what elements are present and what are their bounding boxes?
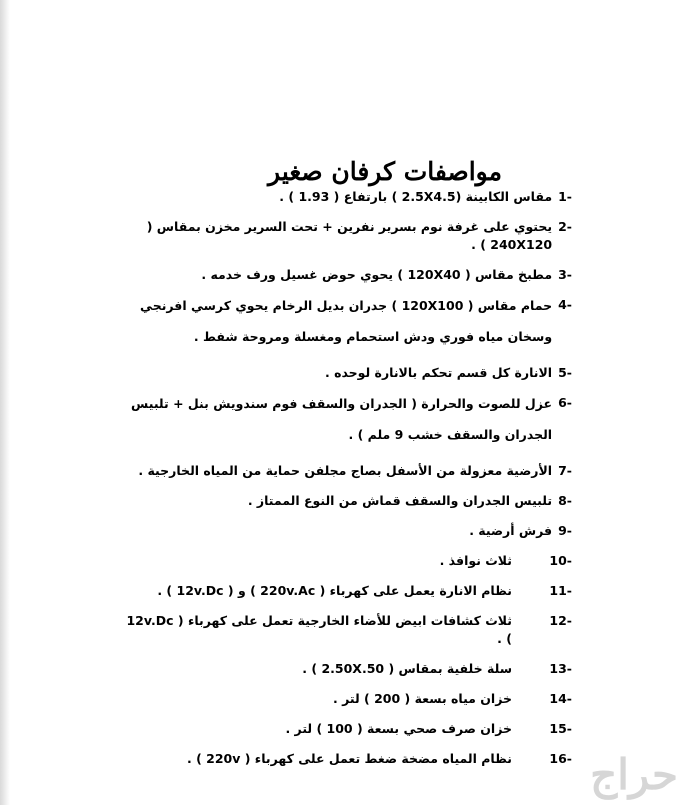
spec-text: يحتوي على غرفة نوم بسرير نفرين + تحت السرير مخزن بمقاس ( 240X120 ) . [146,219,553,252]
spec-item [120,582,572,600]
spec-number: -4 [558,297,572,312]
spec-number: -1 [558,189,572,204]
spec-number: -2 [558,219,572,234]
spec-number: -9 [558,523,572,538]
spec-text: نظام الانارة يعمل على كهرباء ( 220v.Ac ) و ( 12v.Dc ) . [157,583,512,598]
spec-text: سلة خلفية بمقاس ( 2.50X.50 ) . [302,661,512,676]
spec-item [120,394,572,450]
spec-item [120,612,572,648]
spec-item [120,218,572,254]
spec-number: -8 [558,493,572,508]
spec-text: فرش أرضية . [469,523,553,538]
spec-text: ثلاث نوافذ . [439,553,512,568]
spec-text: مطبخ مقاس ( 120X40 ) يحوي حوض غسيل ورف خدمه . [201,267,553,282]
spec-text: تلبيس الجدران والسقف قماش من النوع الممتاز . [247,493,553,508]
spec-text: عزل للصوت والحرارة ( الجدران والسقف فوم سندويش بنل + تلبيس الجدران والسقف خشب 9 ملم ) . [131,396,553,442]
spec-number: -13 [549,661,572,676]
spec-number: -10 [549,553,572,568]
spec-number: -3 [558,267,572,282]
spec-text: الأرضية معزولة من الأسفل بصاج مجلفن حماية من المياه الخارجية . [138,463,553,478]
spec-item [120,522,572,540]
specs-list [120,188,572,780]
spec-item [120,492,572,510]
site-watermark-logo: حراج [590,750,678,799]
page-edge-shadow [0,0,10,805]
spec-text: مقاس الكابينة (2.5X4.5 ) بارتفاع ( 1.93 ) . [279,189,553,204]
spec-item [120,690,572,708]
spec-number: -11 [549,583,572,598]
spec-number: -16 [549,751,572,766]
spec-text: ثلاث كشافات ابيض للأضاء الخارجية تعمل على كهرباء ( 12v.Dc ) . [126,613,512,646]
spec-item [120,552,572,570]
spec-number: -12 [549,613,572,628]
spec-text: نظام المياه مضخة ضغط تعمل على كهرباء ( 220v ) . [186,751,512,766]
spec-number: -14 [549,691,572,706]
spec-item [120,462,572,480]
spec-item [120,266,572,284]
spec-item [120,720,572,738]
spec-item [120,296,572,352]
spec-text: حمام مقاس ( 120X100 ) جدران بديل الرخام يحوي كرسي افرنجي وسخان مياه فوري ودش استحمام ومغسلة ومروحة شفط . [140,298,553,344]
document-title: مواصفات كرفان صغير [268,156,502,186]
spec-text: خزان مياه بسعة ( 200 ) لتر . [332,691,512,706]
spec-number: -5 [558,365,572,380]
spec-number: -15 [549,721,572,736]
spec-item [120,364,572,382]
spec-number: -7 [558,463,572,478]
spec-number: -6 [558,395,572,410]
spec-text: خزان صرف صحي بسعة ( 100 ) لتر . [285,721,512,736]
spec-item [120,188,572,206]
spec-item [120,660,572,678]
spec-item [120,750,572,768]
spec-text: الانارة كل قسم تحكم بالانارة لوحده . [324,365,553,380]
